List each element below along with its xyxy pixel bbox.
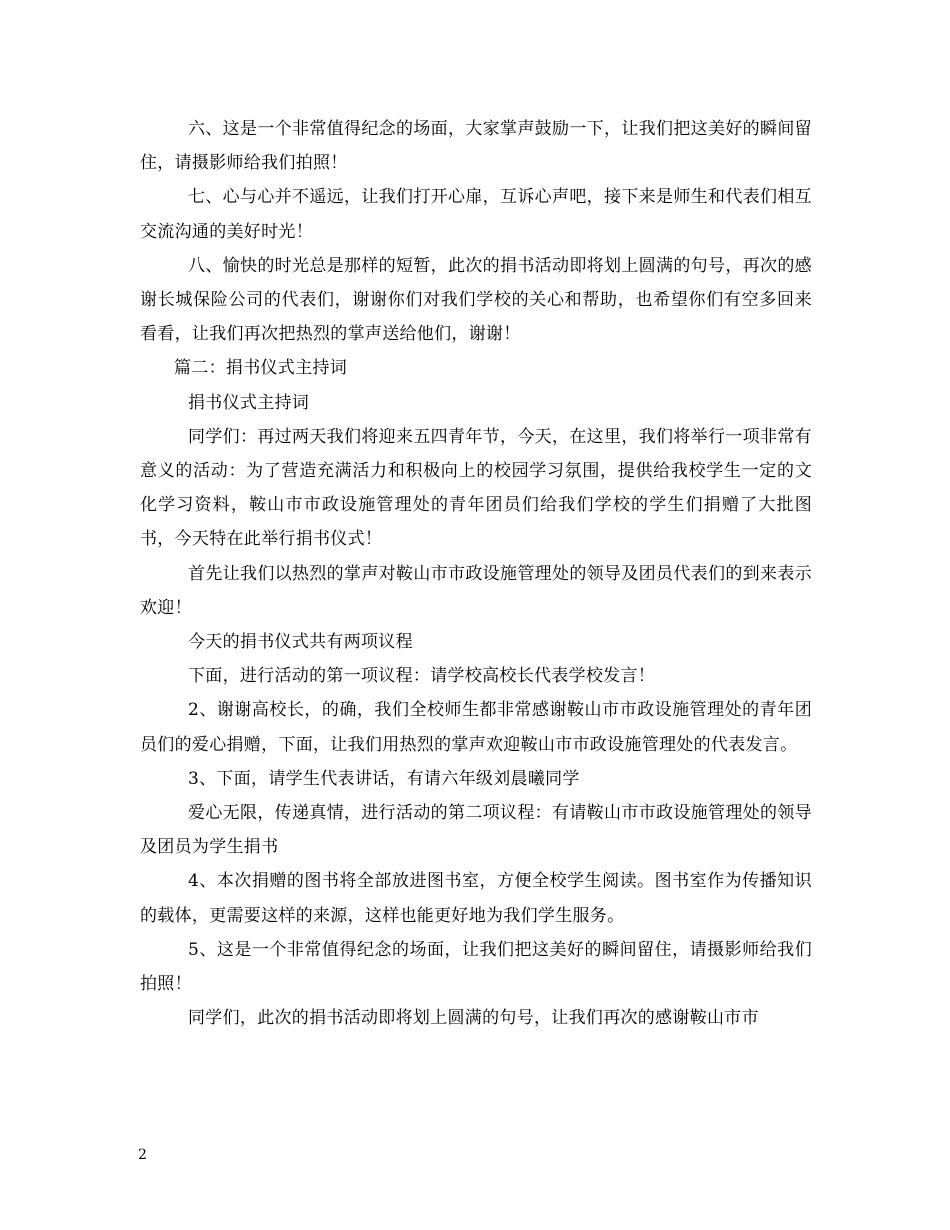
paragraph-item-2: 2、谢谢高校长，的确，我们全校师生都非常感谢鞍山市市政设施管理处的青年团员们的爱心捐赠，下面，让我们用热烈的掌声欢迎鞍山市市政设施管理处的代表发言。 [140,700,812,755]
document-title: 捐书仪式主持词 [188,392,310,413]
paragraph-item-4: 4、本次捐赠的图书将全部放进图书室，方便全校学生阅读。图书室作为传播知识的载体，更需要这样的来源，这样也能更好地为我们学生服务。 [140,871,812,926]
agenda-item-1-paragraph: 下面，进行活动的第一项议程：请学校高校长代表学校发言！ [188,666,656,687]
paragraph-item-6: 六、这是一个非常值得纪念的场面，大家掌声鼓励一下，让我们把这美好的瞬间留住，请摄影师给我们拍照！ [140,119,812,174]
opening-paragraph: 同学们：再过两天我们将迎来五四青年节，今天，在这里，我们将举行一项非常有意义的活动：为了营造充满活力和积极向上的校园学习氛围，提供给我校学生一定的文化学习资料，鞍山市市政设施管理处的青年团员们给我们学校的学生们捐赠了大批图书，今天特在此举行捐书仪式！ [140,426,812,550]
agenda-intro-paragraph: 今天的捐书仪式共有两项议程 [188,632,413,653]
section-heading: 篇二：捐书仪式主持词 [174,358,347,379]
paragraph-item-8: 八、愉快的时光总是那样的短暂，此次的捐书活动即将划上圆满的句号，再次的感谢长城保险公司的代表们，谢谢你们对我们学校的关心和帮助，也希望你们有空多回来看看，让我们再次把热烈的掌声送给他们，谢谢！ [140,255,812,345]
paragraph-item-5: 5、这是一个非常值得纪念的场面，让我们把这美好的瞬间留住，请摄影师给我们拍照！ [140,939,812,995]
paragraph-item-3: 3、下面，请学生代表讲话，有请六年级刘晨曦同学 [188,768,580,789]
welcome-paragraph: 首先让我们以热烈的掌声对鞍山市市政设施管理处的领导及团员代表们的到来表示欢迎！ [140,563,812,618]
closing-paragraph: 同学们，此次的捐书活动即将划上圆满的句号，让我们再次的感谢鞍山市市 [188,1008,759,1029]
page-number: 2 [138,1147,147,1163]
paragraph-item-7: 七、心与心并不遥远，让我们打开心扉，互诉心声吧，接下来是师生和代表们相互交流沟通的美好时光！ [140,187,812,242]
agenda-item-2-paragraph: 爱心无限，传递真情，进行活动的第二项议程：有请鞍山市市政设施管理处的领导及团员为学生捐书 [140,803,812,858]
document-body [140,112,812,1035]
